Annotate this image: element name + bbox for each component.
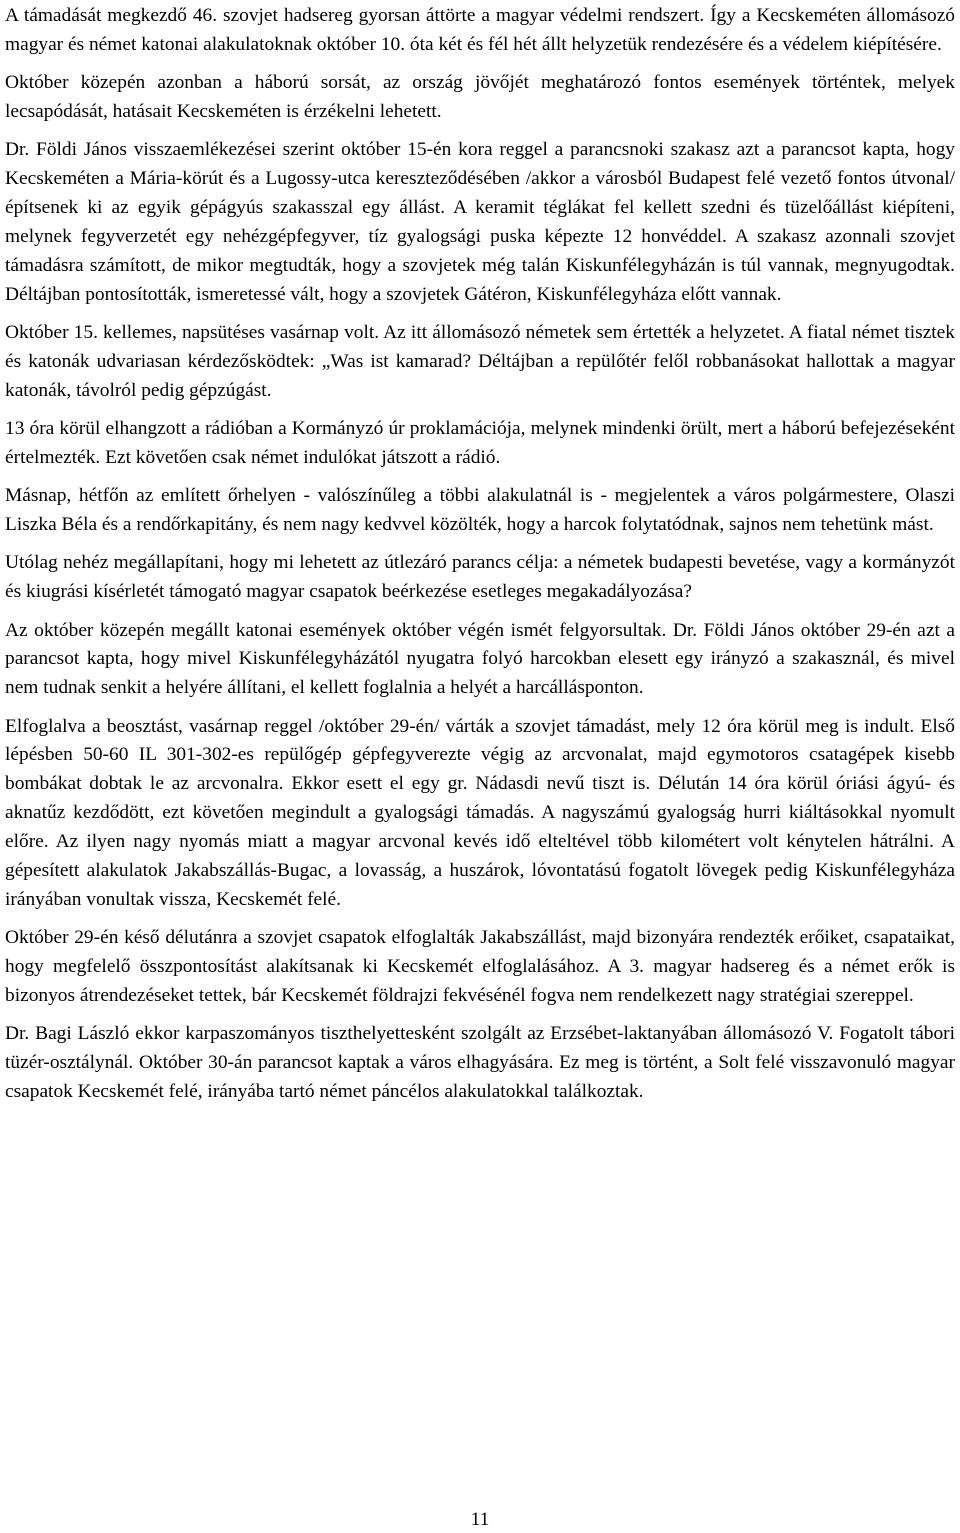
paragraph-1: A támadását megkezdő 46. szovjet hadsereg gyorsan áttörte a magyar védelmi rendszert. Így a Kecskeméten állomásozó magyar és német katonai alakulatoknak október 10. óta két és fél hét állt helyzetük rendezésére és a védelem kiépítésére. [5,5,955,55]
document-body [5,2,955,1116]
paragraph-7: Utólag nehéz megállapítani, hogy mi lehetett az útlezáró parancs célja: a németek budapesti bevetése, vagy a kormányzót és kiugrási kísérletét támogató magyar csapatok beérkezése esetleges megakadályozása? [5,552,955,603]
page-number: 11 [470,1509,490,1530]
paragraph-8: Az október közepén megállt katonai események október végén ismét felgyorsultak. Dr. Földi János október 29-én azt a parancsot kapta, hogy mivel Kiskunfélegyházától nyugatra folyó harcokban elesett egy irányzó a szakasznál, és mivel nem tudnak senkit a helyére állítani, el kellett foglalnia a helyét a harcállásponton. [5,619,955,699]
paragraph-5: 13 óra körül elhangzott a rádióban a Kormányzó úr proklamációja, melynek mindenki örült, mert a háború befejezéseként értelmezték. Ezt követően csak német indulókat játszott a rádió. [5,417,955,468]
paragraph-6: Másnap, hétfőn az említett őrhelyen - valószínűleg a többi alakulatnál is - megjelentek a város polgármestere, Olaszi Liszka Béla és a rendőrkapitány, és nem nagy kedvvel közölték, hogy a harcok folytatódnak, sajnos nem tehetünk mást. [5,485,955,535]
paragraph-2: Október közepén azonban a háború sorsát, az ország jövőjét meghatározó fontos események történtek, melyek lecsapódását, hatásait Kecskeméten is érzékelni lehetett. [5,72,955,123]
paragraph-4: Október 15. kellemes, napsütéses vasárnap volt. Az itt állomásozó németek sem értették a helyzetet. A fiatal német tisztek és katonák udvariasan kérdezősködtek: „Was ist kamarad? Déltájban a repülőtér felől robbanásokat hallottak a magyar katonák, távolról pedig gépzúgást. [5,321,955,401]
paragraph-11: Dr. Bagi László ekkor karpaszományos tiszthelyettesként szolgált az Erzsébet-laktanyában állomásozó V. Fogatolt tábori tüzér-osztálynál. Október 30-án parancsot kaptak a város elhagyására. Ez meg is történt, a Solt felé visszavonuló magyar csapatok Kecskemét felé, irányába tartó német páncélos alakulatokkal találkoztak. [5,1023,955,1102]
paragraph-3: Dr. Földi János visszaemlékezései szerint október 15-én kora reggel a parancsnoki szakasz azt a parancsot kapta, hogy Kecskeméten a Mária-körút és a Lugossy-utca kereszteződésében /akkor a városból Budapest felé vezető fontos útvonal/ építsenek ki az egyik gépágyús szakasszal egy állást. A keramit téglákat fel kellett szedni és tüzelőállást kiépíteni, melynek fegyverzetét egy nehézgépfegyver, tíz gyalogsági puska képezte 12 honvéddel. A szakasz azonnali szovjet támadásra számított, de mikor megtudták, hogy a szovjetek még talán Kiskunfélegyházán is túl vannak, megnyugodtak. Déltájban pontosították, ismeretessé vált, hogy a szovjetek Gátéron, Kiskunfélegyháza előtt vannak. [5,139,955,305]
paragraph-10: Október 29-én késő délutánra a szovjet csapatok elfoglalták Jakabszállást, majd bizonyára rendezték erőiket, csapataikat, hogy megfelelő összpontosítást alakítsanak ki Kecskemét elfoglalásához. A 3. magyar hadsereg és a német erők is bizonyos átrendezéseket tettek, bár Kecskemét földrajzi fekvésénél fogva nem rendelkezett nagy stratégiai szereppel. [5,926,955,1006]
paragraph-9: Elfoglalva a beosztást, vasárnap reggel /október 29-én/ várták a szovjet támadást, mely 12 óra körül meg is indult. Első lépésben 50-60 IL 301-302-es repülőgép gépfegyverezte végig az arcvonalat, majd egymotoros csatagépek kisebb bombákat dobtak le az arcvonalra. Ekkor esett el egy gr. Nádasdi nevű tiszt is. Délután 14 óra körül óriási ágyú- és aknatűz kezdődött, ezt követően megindult a gyalogsági támadás. A nagyszámú gyalogság hurri kiáltásokkal nyomult előre. Az ilyen nagy nyomás miatt a magyar arcvonal kevés idő elteltével több kilométert volt kénytelen hátrálni. A gépesített alakulatok Jakabszállás-Bugac, a lovasság, a huszárok, lóvontatású fogatolt lövegek pedig Kiskunfélegyháza irányában vonultak vissza, Kecskemét felé. [5,715,955,910]
